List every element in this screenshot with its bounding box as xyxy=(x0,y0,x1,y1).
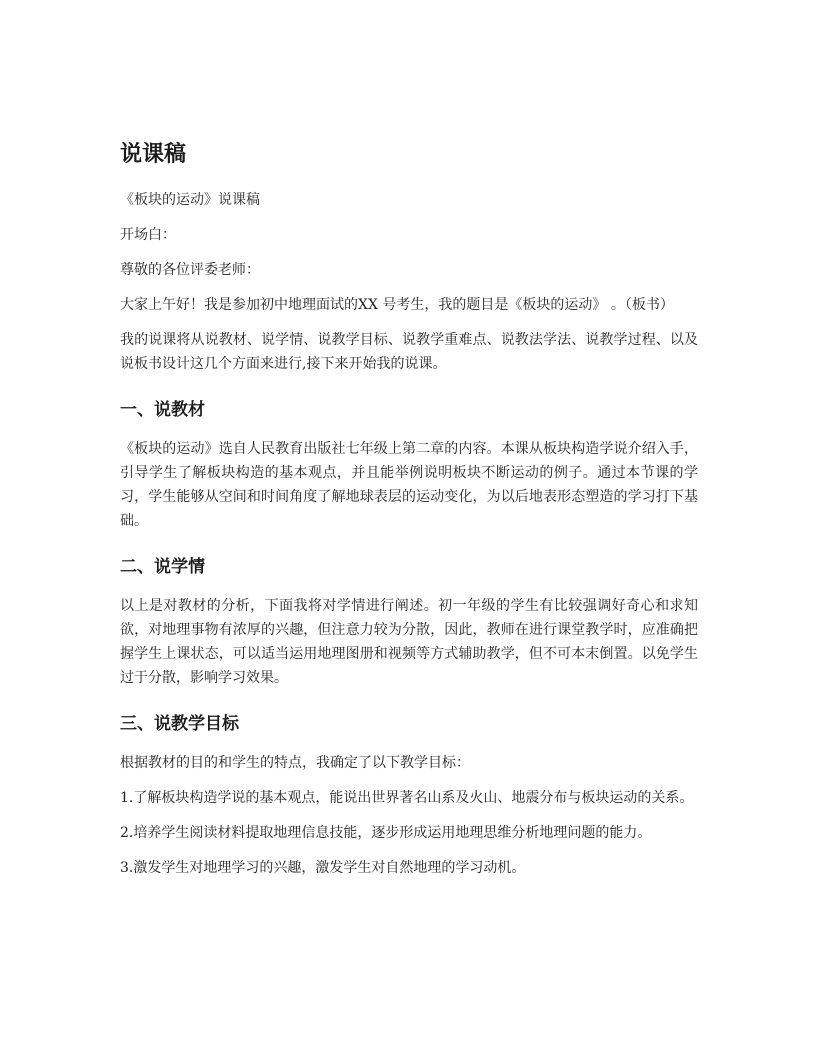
section-paragraph: 《板块的运动》选自人民教育出版社七年级上第二章的内容。本课从板块构造学说介绍入手，引导学生了解板块构造的基本观点，并且能举例说明板块不断运动的例子。通过本节课的学习，学生能够从空间和时间角度了解地球表层的运动变化，为以后地表形态塑造的学习打下基础。 xyxy=(120,441,698,529)
section-textbook xyxy=(120,397,698,533)
goal-item: 3.激发学生对地理学习的兴趣，激发学生对自然地理的学习动机。 xyxy=(120,860,526,876)
document-page xyxy=(120,140,698,891)
section-students xyxy=(120,554,698,690)
goal-item: 1.了解板块构造学说的基本观点，能说出世界著名山系及火山、地震分布与板块运动的关系。 xyxy=(120,790,694,806)
section-paragraph: 根据教材的目的和学生的特点，我确定了以下教学目标： xyxy=(120,755,470,771)
goal-item: 2.培养学生阅读材料提取地理信息技能，逐步形成运用地理思维分析地理问题的能力。 xyxy=(120,825,652,841)
section-paragraph: 以上是对教材的分析，下面我将对学情进行阐述。初一年级的学生有比较强调好奇心和求知欲，对地理事物有浓厚的兴趣，但注意力较为分散，因此，教师在进行课堂教学时，应准确把握学生上课状态，可以适当运用地理图册和视频等方式辅助教学，但不可本末倒置。以免学生过于分散，影响学习效果。 xyxy=(120,598,698,686)
section-heading: 三、说教学目标 xyxy=(120,714,239,734)
section-heading: 二、说学情 xyxy=(120,557,205,577)
section-heading: 一、说教材 xyxy=(120,400,205,420)
section-teaching-goals xyxy=(120,711,698,880)
outline-paragraph: 我的说课将从说教材、说学情、说教学目标、说教学重难点、说教法学法、说教学过程、以及说板书设计这几个方面来进行,接下来开始我的说课。 xyxy=(120,332,698,372)
self-intro-paragraph: 大家上午好！我是参加初中地理面试的XX 号考生，我的题目是《板块的运动》 。（板书） xyxy=(120,297,674,313)
lesson-subtitle: 《板块的运动》说课稿 xyxy=(120,192,260,208)
opening-label: 开场白： xyxy=(120,227,176,243)
document-title: 说课稿 xyxy=(120,142,187,167)
greeting-paragraph: 尊敬的各位评委老师： xyxy=(120,262,260,278)
